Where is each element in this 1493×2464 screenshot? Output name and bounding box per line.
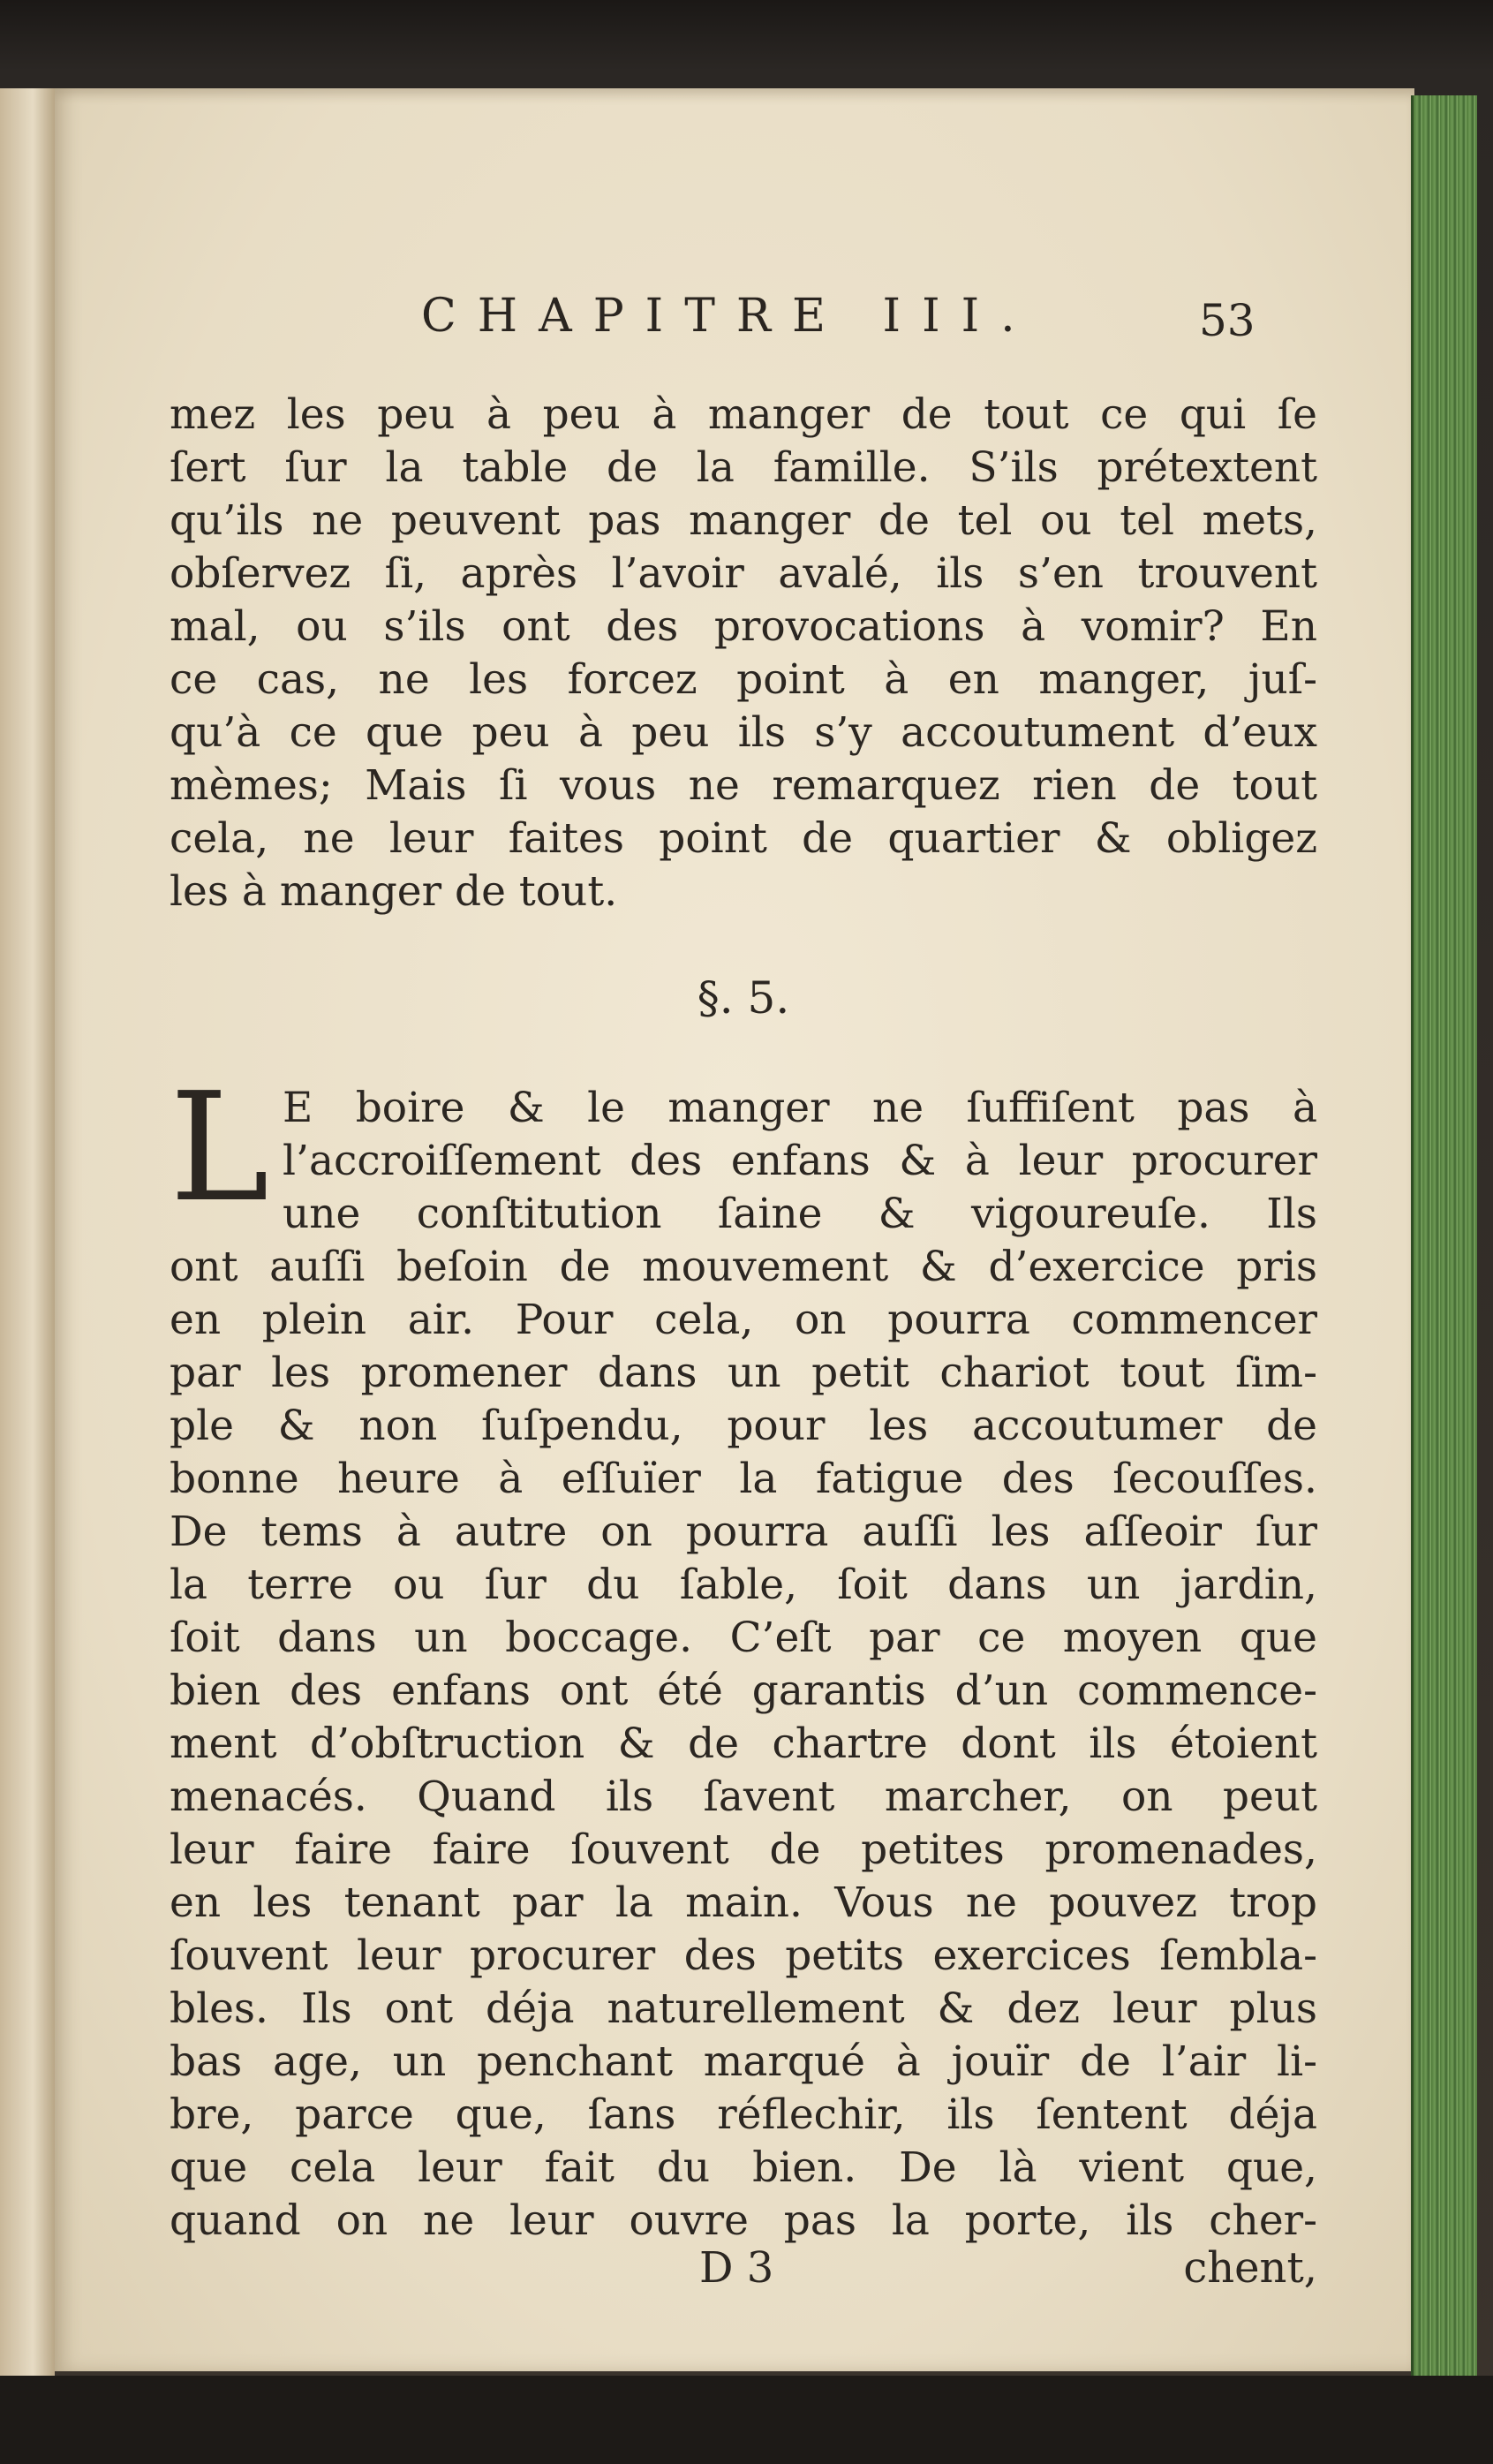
- page-header: [55, 290, 1414, 351]
- text-line: ſoit dans un boccage. C’eſt par ce moyen que: [170, 1614, 1317, 1662]
- page-edge-green: [1411, 95, 1477, 2376]
- text-line: la terre ou ſur du ſable, ſoit dans un jardin,: [170, 1561, 1317, 1609]
- text-line: ſert ſur la table de la famille. S’ils prétextent: [170, 443, 1317, 492]
- text-line: E boire & le manger ne ſuffiſent pas à: [283, 1084, 1317, 1132]
- text-line: mèmes; Mais ſi vous ne remarquez rien de tout: [170, 761, 1317, 810]
- text-line: ple & non ſuſpendu, pour les accoutumer de: [170, 1402, 1317, 1450]
- section-heading: §. 5.: [697, 972, 790, 1024]
- text-line: leur faire faire ſouvent de petites promenades,: [170, 1825, 1317, 1874]
- text-line: bles. Ils ont déja naturellement & dez leur plus: [170, 1984, 1317, 2033]
- text-line: ont auſſi beſoin de mouvement & d’exercice pris: [170, 1243, 1317, 1291]
- text-line: qu’à ce que peu à peu ils s’y accoutument d’eux: [170, 708, 1317, 757]
- text-line: De tems à autre on pourra auſſi les aſſeoir ſur: [170, 1508, 1317, 1556]
- text-line: l’accroiſſement des enfans & à leur procurer: [283, 1137, 1317, 1185]
- text-line: en plein air. Pour cela, on pourra commencer: [170, 1296, 1317, 1344]
- text-line: quand on ne leur ouvre pas la porte, ils cher-: [170, 2196, 1317, 2245]
- paragraph-1: [170, 389, 1317, 918]
- text-line: ce cas, ne les forcez point à en manger, juſ-: [170, 655, 1317, 704]
- bottom-shadow: [0, 2376, 1493, 2464]
- text-line: ment d’obſtruction & de chartre dont ils étoient: [170, 1720, 1317, 1768]
- text-line: que cela leur fait du bien. De là vient que,: [170, 2143, 1317, 2192]
- book-page: [55, 88, 1414, 2371]
- text-line: mal, ou s’ils ont des provocations à vomir? En: [170, 602, 1317, 651]
- body-text: [170, 389, 1317, 2245]
- page-footer: [170, 2243, 1317, 2296]
- page-number: 53: [1199, 295, 1255, 346]
- running-title: CHAPITRE III.: [421, 290, 1037, 343]
- text-line: par les promener dans un petit chariot tout ſim-: [170, 1349, 1317, 1397]
- text-line: qu’ils ne peuvent pas manger de tel ou tel mets,: [170, 496, 1317, 545]
- text-line: une conſtitution ſaine & vigoureuſe. Ils: [283, 1190, 1317, 1238]
- text-line: les à manger de tout.: [170, 867, 618, 916]
- text-line: bonne heure à eſſuïer la fatigue des ſecouſſes.: [170, 1455, 1317, 1503]
- text-line: mez les peu à peu à manger de tout ce qui ſe: [170, 390, 1317, 439]
- text-line: obſervez ſi, après l’avoir avalé, ils s’en trouvent: [170, 549, 1317, 598]
- text-line: bien des enfans ont été garantis d’un commence-: [170, 1667, 1317, 1715]
- catchword: chent,: [1183, 2243, 1317, 2293]
- drop-cap: L: [170, 1061, 269, 1236]
- text-line: bas age, un penchant marqué à jouïr de l’air li-: [170, 2037, 1317, 2086]
- text-line: menacés. Quand ils ſavent marcher, on peut: [170, 1772, 1317, 1821]
- text-line: bre, parce que, ſans réflechir, ils ſentent déja: [170, 2090, 1317, 2139]
- text-line: en les tenant par la main. Vous ne pouvez trop: [170, 1878, 1317, 1927]
- left-page-edge: [0, 88, 55, 2385]
- text-line: cela, ne leur faites point de quartier & obligez: [170, 814, 1317, 863]
- signature-mark: D 3: [699, 2243, 774, 2293]
- paragraph-2: [170, 1061, 1317, 2248]
- text-line: ſouvent leur procurer des petits exercices ſembla-: [170, 1931, 1317, 1980]
